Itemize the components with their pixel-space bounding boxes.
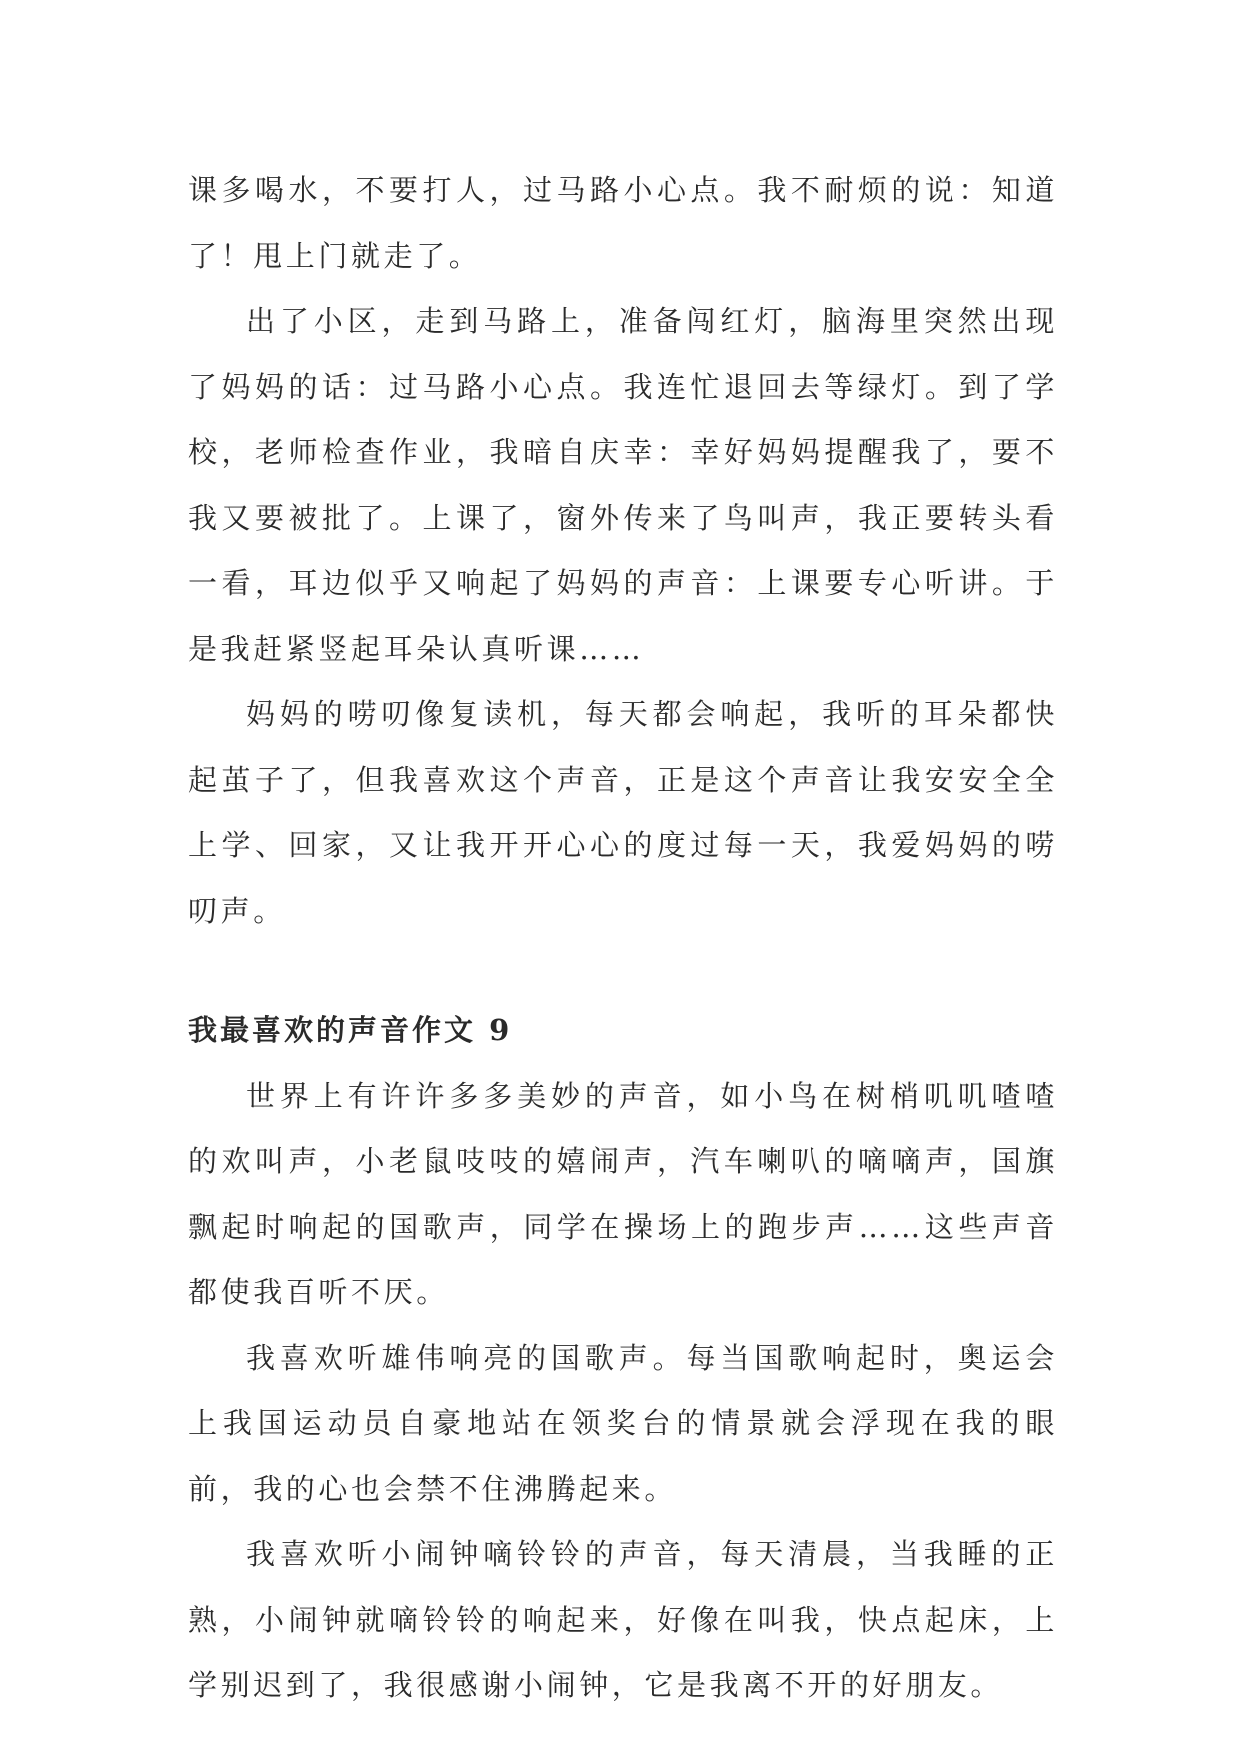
paragraph: 世界上有许许多多美妙的声音，如小鸟在树梢叽叽喳喳的欢叫声，小老鼠吱吱的嬉闹声，汽车喇叭的嘀嘀声，国旗飘起时响起的国歌声，同学在操场上的跑步声……这些声音都使我百听不厌。 [188, 1078, 1058, 1309]
paragraph: 出了小区，走到马路上，准备闯红灯，脑海里突然出现了妈妈的话：过马路小心点。我连忙退回去等绿灯。到了学校，老师检查作业，我暗自庆幸：幸好妈妈提醒我了，要不我又要被批了。上课了，窗外传来了鸟叫声，我正要转头看一看，耳边似乎又响起了妈妈的声音：上课要专心听讲。于是我赶紧竖起耳朵认真听课…… [188, 304, 1058, 666]
paragraph: 我喜欢听小闹钟嘀铃铃的声音，每天清晨，当我睡的正熟，小闹钟就嘀铃铃的响起来，好像在叫我，快点起床，上学别迟到了，我很感谢小闹钟，它是我离不开的好朋友。 [188, 1537, 1058, 1702]
paragraph: 我喜欢听雄伟响亮的国歌声。每当国歌响起时，奥运会上我国运动员自豪地站在领奖台的情景就会浮现在我的眼前，我的心也会禁不住沸腾起来。 [188, 1340, 1058, 1506]
section-spacer [188, 944, 1058, 998]
paragraph: 妈妈的唠叨像复读机，每天都会响起，我听的耳朵都快起茧子了，但我喜欢这个声音，正是这个声音让我安安全全上学、回家，又让我开开心心的度过每一天，我爱妈妈的唠叨声。 [188, 697, 1058, 928]
document-page [188, 158, 1058, 1719]
paragraph-continued: 课多喝水，不要打人，过马路小心点。我不耐烦的说：知道了！甩上门就走了。 [188, 173, 1058, 273]
section-title: 我最喜欢的声音作文 9 [188, 1013, 513, 1047]
